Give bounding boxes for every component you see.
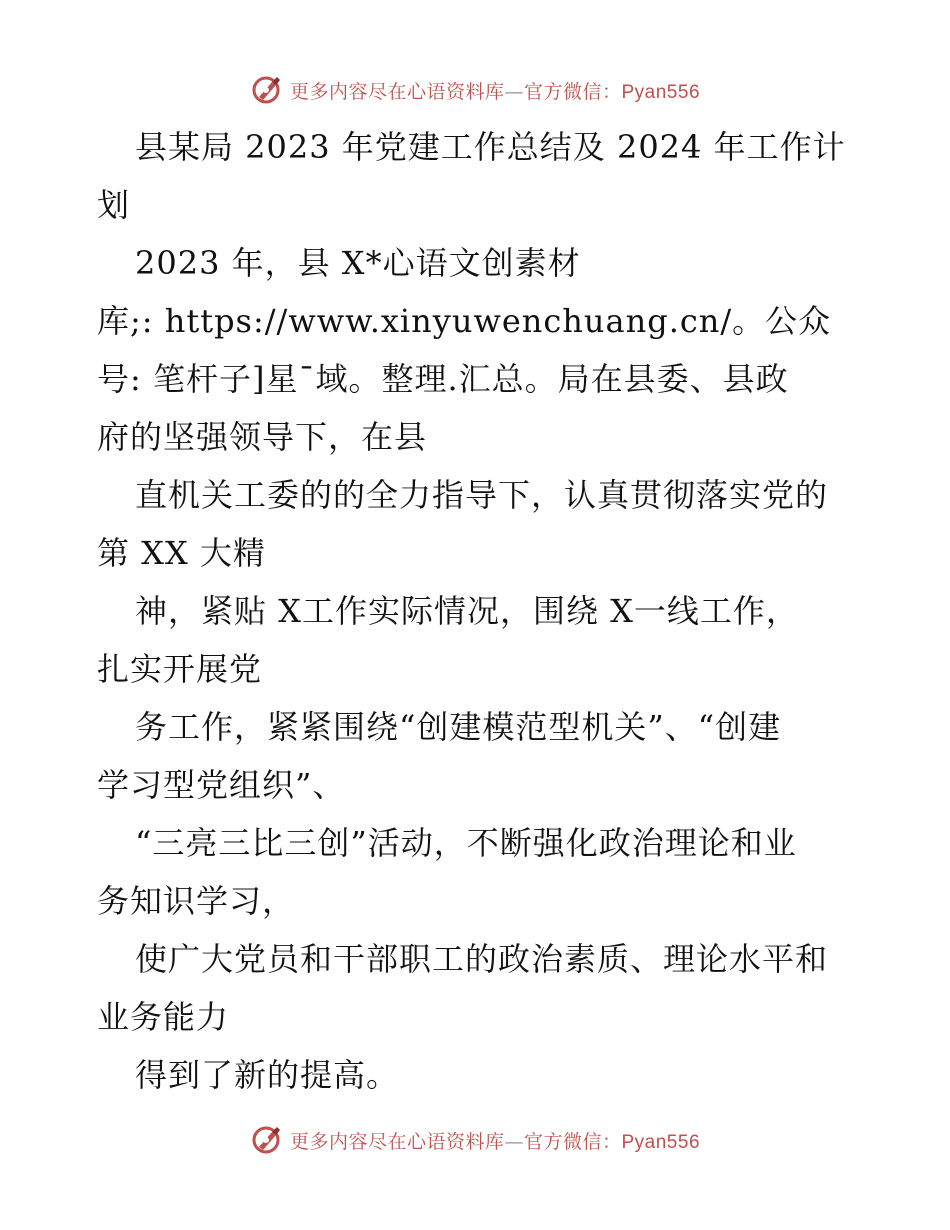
- text-line: 库;: https://www.xinyuwenchuang.cn/。公众: [97, 302, 832, 340]
- text-line: 神，紧贴 X工作实际情况，围绕 X一线工作，: [135, 592, 799, 630]
- text-line: “三亮三比三创”活动，不断强化政治理论和业: [135, 824, 797, 862]
- watermark-text: 更多内容尽在心语资料库—官方微信：Pyan556: [289, 1130, 701, 1153]
- watermark-text: 更多内容尽在心语资料库—官方微信：Pyan556: [289, 80, 701, 103]
- pen-logo-icon: [250, 1123, 284, 1157]
- document-body: [97, 118, 857, 1104]
- text-line: 务工作，紧紧围绕“创建模范型机关”、“创建: [135, 708, 782, 746]
- text-line: 号: 笔杆子]星¯域。整理.汇总。局在县委、县政: [97, 360, 789, 398]
- text-line: 扎实开展党: [97, 650, 263, 688]
- text-line: 第 XX 大精: [97, 534, 266, 572]
- text-line: 学习型党组织”、: [97, 766, 346, 804]
- text-line: 直机关工委的的全力指导下，认真贯彻落实党的: [135, 476, 829, 514]
- text-line: 府的坚强领导下，在县: [97, 418, 428, 456]
- text-line: 使广大党员和干部职工的政治素质、理论水平和: [135, 940, 829, 978]
- text-line: 得到了新的提高。: [135, 1056, 400, 1094]
- text-line: 划: [97, 186, 131, 224]
- footer-watermark: [0, 1120, 950, 1160]
- header-watermark: [0, 70, 950, 110]
- text-line: 务知识学习，: [97, 882, 296, 920]
- text-line: 业务能力: [97, 998, 230, 1036]
- text-line: 县某局 2023 年党建工作总结及 2024 年工作计: [135, 128, 846, 166]
- text-line: 2023 年，县 X*心语文创素材: [135, 244, 581, 282]
- pen-logo-icon: [250, 73, 284, 107]
